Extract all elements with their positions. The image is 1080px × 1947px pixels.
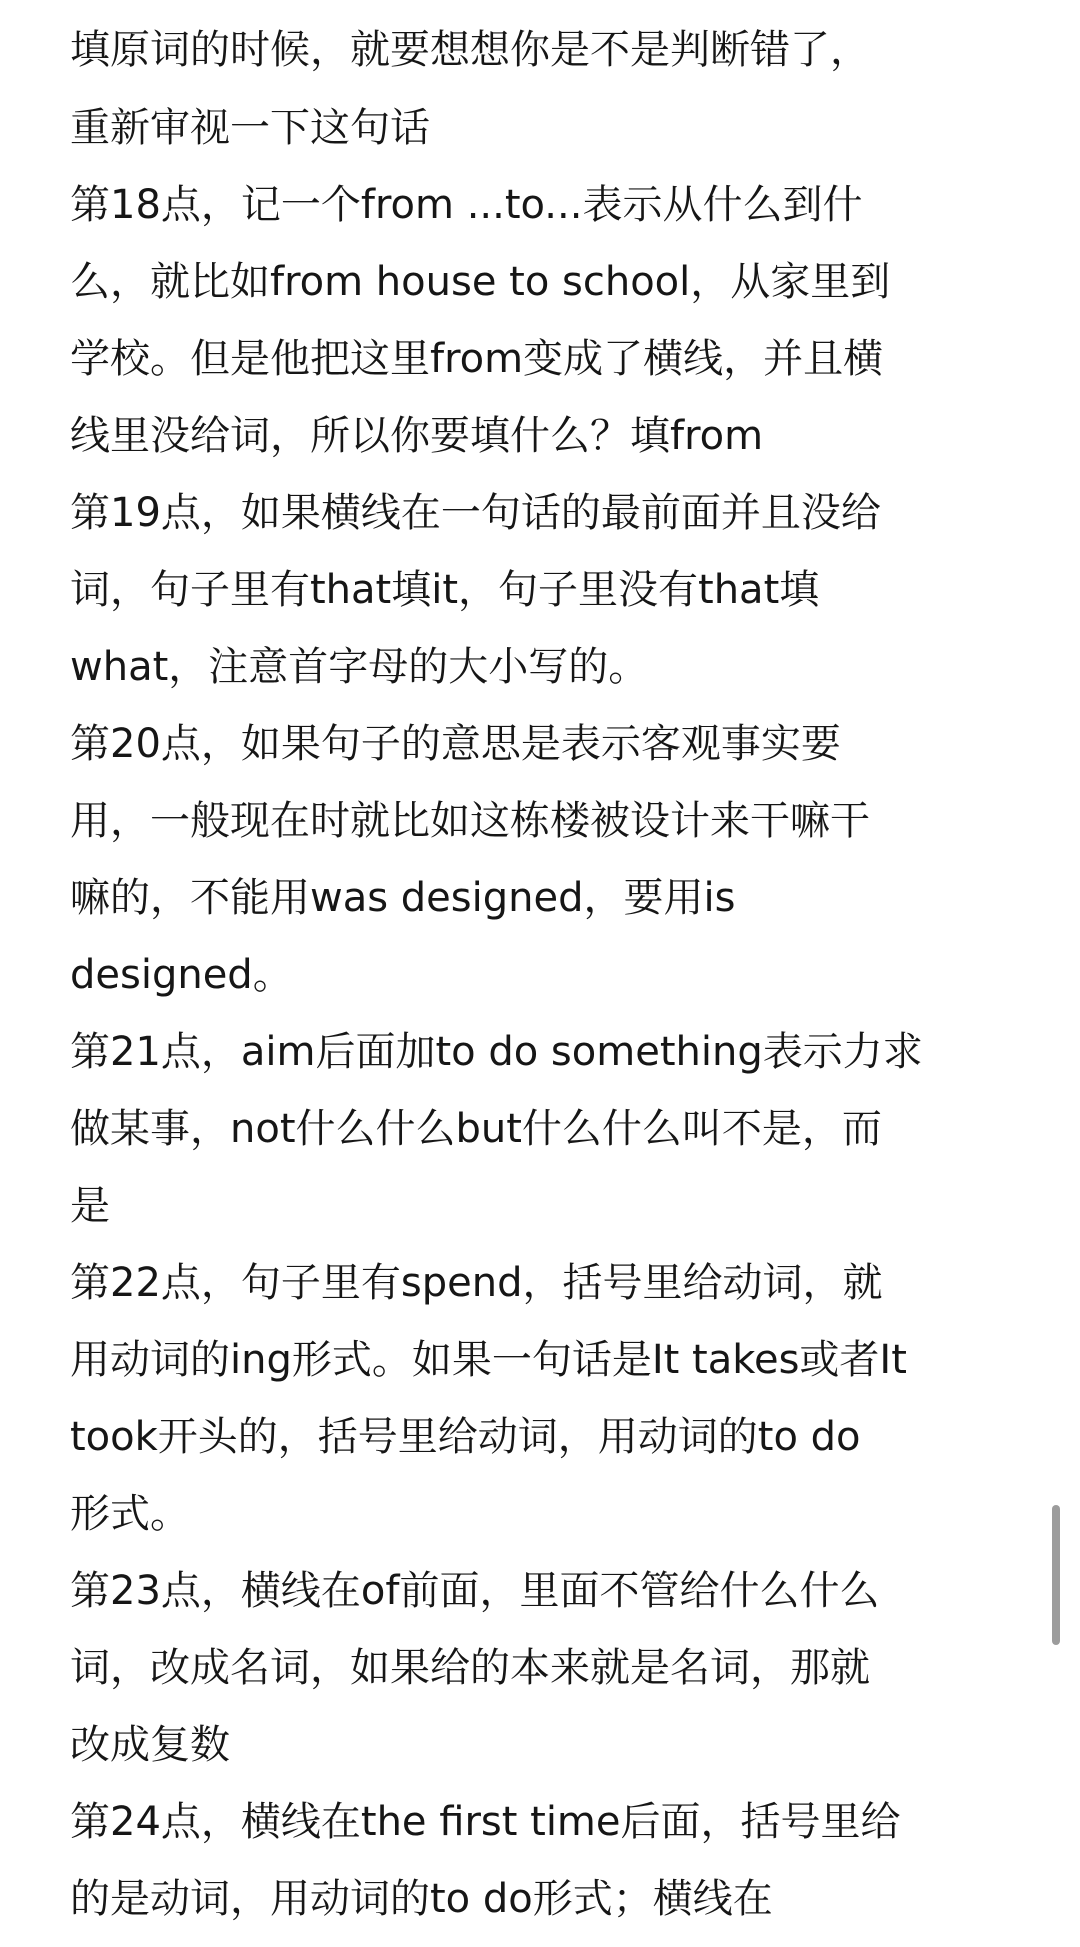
text-line: 的是动词，用动词的to do形式；横线在: [70, 1876, 773, 1922]
text-line: 嘛的，不能用was designed，要用is: [70, 875, 736, 921]
text-line: 么，就比如from house to school，从家里到: [70, 259, 891, 305]
text-line: 填原词的时候，就要想想你是不是判断错了，: [70, 27, 870, 73]
text-line: what，注意首字母的大小写的。: [70, 644, 649, 690]
text-line: 做某事，not什么什么but什么什么叫不是，而: [70, 1106, 882, 1152]
text-line: 学校。但是他把这里from变成了横线，并且横: [70, 336, 884, 382]
text-line: 改成复数: [70, 1722, 230, 1768]
text-line: 第24点，横线在the first time后面，括号里给: [70, 1799, 901, 1845]
text-line: 第20点，如果句子的意思是表示客观事实要: [70, 721, 841, 767]
text-line: 线里没给词，所以你要填什么？填from: [70, 413, 764, 459]
article-content: [70, 0, 1015, 1938]
vertical-scrollbar[interactable]: [1052, 1505, 1060, 1645]
text-line: 用动词的ing形式。如果一句话是It takes或者It: [70, 1337, 907, 1383]
text-line: 词，句子里有that填it，句子里没有that填: [70, 567, 820, 613]
text-line: took开头的，括号里给动词，用动词的to do: [70, 1414, 861, 1460]
text-line: 重新审视一下这句话: [70, 105, 430, 151]
text-line: designed。: [70, 952, 293, 998]
text-line: 第19点，如果横线在一句话的最前面并且没给: [70, 490, 881, 536]
text-line: 第23点，横线在of前面，里面不管给什么什么: [70, 1568, 880, 1614]
text-line: 用，一般现在时就比如这栋楼被设计来干嘛干: [70, 798, 870, 844]
text-line: 第22点，句子里有spend，括号里给动词，就: [70, 1260, 883, 1306]
text-line: 形式。: [70, 1491, 190, 1537]
text-line: 是: [70, 1183, 110, 1229]
text-line: 第18点，记一个from ...to...表示从什么到什: [70, 182, 863, 228]
text-line: 词，改成名词，如果给的本来就是名词，那就: [70, 1645, 870, 1691]
text-line: 第21点，aim后面加to do something表示力求: [70, 1029, 923, 1075]
